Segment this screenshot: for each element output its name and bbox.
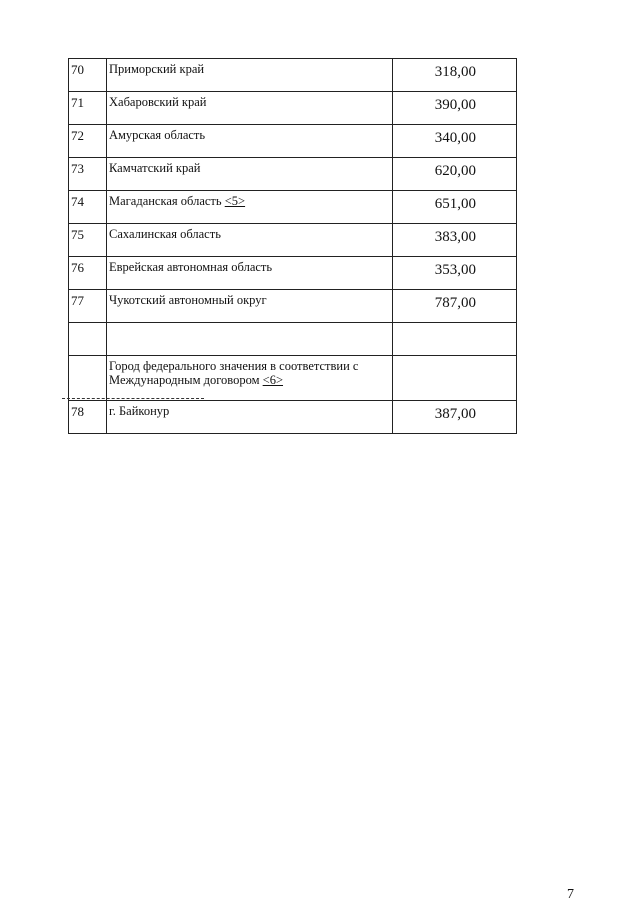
region-name-text: Магаданская область	[109, 194, 222, 208]
region-name-text: Приморский край	[109, 62, 205, 76]
region-name	[107, 257, 393, 290]
row-value	[393, 356, 517, 401]
row-value: 318,00	[393, 59, 517, 92]
region-name-text: Камчатский край	[109, 161, 201, 175]
table-row	[69, 257, 517, 290]
row-number: 76	[69, 257, 107, 290]
footnote-separator	[62, 398, 204, 399]
row-number	[69, 323, 107, 356]
row-number: 70	[69, 59, 107, 92]
row-number: 75	[69, 224, 107, 257]
region-name	[107, 191, 393, 224]
table-row-section-heading	[69, 356, 517, 401]
footnote-link-5[interactable]: <5>	[224, 194, 246, 208]
region-name	[107, 92, 393, 125]
row-number	[69, 356, 107, 401]
region-name-text: г. Байконур	[109, 404, 170, 418]
region-name-text: Еврейская автономная область	[109, 260, 273, 274]
region-name-text: Чукотский автономный округ	[109, 293, 267, 307]
table-row	[69, 290, 517, 323]
regions-table-container	[68, 58, 516, 434]
regions-table	[68, 58, 517, 434]
section-heading	[107, 356, 393, 401]
table-row	[69, 224, 517, 257]
table-row	[69, 125, 517, 158]
region-name-text: Сахалинская область	[109, 227, 221, 241]
page-number: 7	[567, 887, 574, 902]
region-name	[107, 158, 393, 191]
footnote-link-6[interactable]: <6>	[262, 373, 284, 387]
row-value: 340,00	[393, 125, 517, 158]
region-name	[107, 401, 393, 434]
row-value: 651,00	[393, 191, 517, 224]
row-value	[393, 323, 517, 356]
region-name-text: Хабаровский край	[109, 95, 207, 109]
region-name	[107, 323, 393, 356]
row-value: 353,00	[393, 257, 517, 290]
row-value: 787,00	[393, 290, 517, 323]
table-row	[69, 92, 517, 125]
region-name-text: Амурская область	[109, 128, 206, 142]
row-number: 72	[69, 125, 107, 158]
region-name	[107, 59, 393, 92]
row-value: 390,00	[393, 92, 517, 125]
table-row-empty	[69, 323, 517, 356]
table-row	[69, 191, 517, 224]
region-name	[107, 290, 393, 323]
row-number: 77	[69, 290, 107, 323]
row-number: 78	[69, 401, 107, 434]
row-value: 383,00	[393, 224, 517, 257]
region-name	[107, 125, 393, 158]
table-row	[69, 59, 517, 92]
row-number: 73	[69, 158, 107, 191]
table-row	[69, 401, 517, 434]
row-value: 620,00	[393, 158, 517, 191]
row-number: 74	[69, 191, 107, 224]
section-heading-text: Город федерального значения в соответствии с Международным договором	[109, 359, 359, 387]
table-row	[69, 158, 517, 191]
region-name	[107, 224, 393, 257]
row-value: 387,00	[393, 401, 517, 434]
row-number: 71	[69, 92, 107, 125]
